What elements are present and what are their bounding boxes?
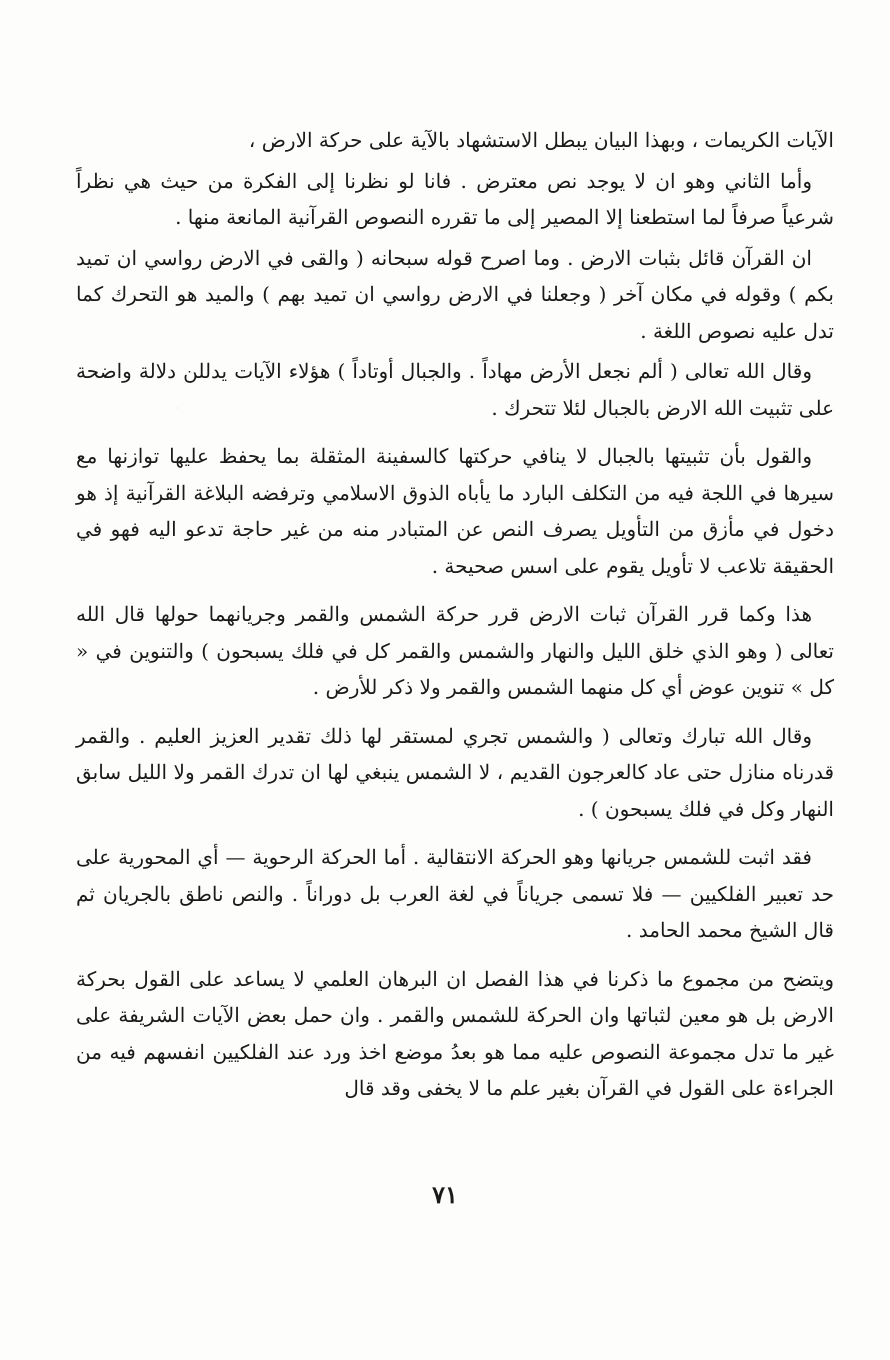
paragraph: الآيات الكريمات ، وبهذا البيان يبطل الاستشهاد بالآية على حركة الارض ، [248, 128, 834, 152]
paragraph: ويتضح من مجموع ما ذكرنا في هذا الفصل ان البرهان العلمي لا يساعد على القول بحركة الارض بل هو معين لثباتها وان الحركة للشمس والقمر . وان حمل بعض الآيات الشريفة على غير ما تدل مجموعة النصوص عليه مما هو بعدُ موضع اخذ ورد عند الفلكيين انفسهم فيه من الجراءة على القول في القرآن بغير علم ما لا يخفى وقد قال [76, 966, 834, 1100]
paragraph: والقول بأن تثبيتها بالجبال لا ينافي حركتها كالسفينة المثقلة بما يحفظ عليها توازنها مع سيرها في اللجة فيه من التكلف البارد ما يأباه الذوق الاسلامي وترفضه البلاغة القرآنية إذ هو دخول في مأزق من التأويل يصرف النص عن المتبادر منه من غير حاجة تدعو اليه فهو في الحقيقة تلاعب لا تأويل يقوم على اسس صحيحة . [76, 444, 834, 578]
paragraph: وقال الله تعالى ( ألم نجعل الأرض مهاداً . والجبال أوتاداً ) هؤلاء الآيات يدللن دلالة واضحة على تثبيت الله الارض بالجبال لئلا تتحرك . [76, 359, 834, 420]
paragraph: ان القرآن قائل بثبات الارض . وما اصرح قوله سبحانه ( والقى في الارض رواسي ان تميد بكم ) وقوله في مكان آخر ( وجعلنا في الارض رواسي ان تميد بهم ) والميد هو التحرك كما تدل عليه نصوص اللغة . [76, 245, 834, 343]
paragraph: فقد اثبت للشمس جريانها وهو الحركة الانتقالية . أما الحركة الرحوية — أي المحورية على حد تعبير الفلكيين — فلا تسمى جرياناً في لغة العرب بل دوراناً . والنص ناطق بالجريان ثم قال الشيخ محمد الحامد . [76, 845, 834, 942]
paragraph: وقال الله تبارك وتعالى ( والشمس تجري لمستقر لها ذلك تقدير العزيز العليم . والقمر قدرناه منازل حتى عاد كالعرجون القديم ، لا الشمس ينبغي لها ان تدرك القمر ولا الليل سابق النهار وكل في فلك يسبحون ) . [76, 723, 834, 821]
paragraph: هذا وكما قرر القرآن ثبات الارض قرر حركة الشمس والقمر وجريانهما حولها قال الله تعالى ( وهو الذي خلق الليل والنهار والشمس والقمر كل في فلك يسبحون ) والتنوين في « كل » تنوين عوض أي كل منهما الشمس والقمر ولا ذكر للأرض . [76, 602, 834, 699]
body-text [76, 122, 834, 1119]
paragraph: وأما الثاني وهو ان لا يوجد نص معترض . فانا لو نظرنا إلى الفكرة من حيث هي نظراً شرعياً صرفاً لما استطعنا إلا المصير إلى ما تقرره النصوص القرآنية المانعة منها . [76, 168, 834, 229]
page-number: ٧١ [432, 1180, 458, 1209]
